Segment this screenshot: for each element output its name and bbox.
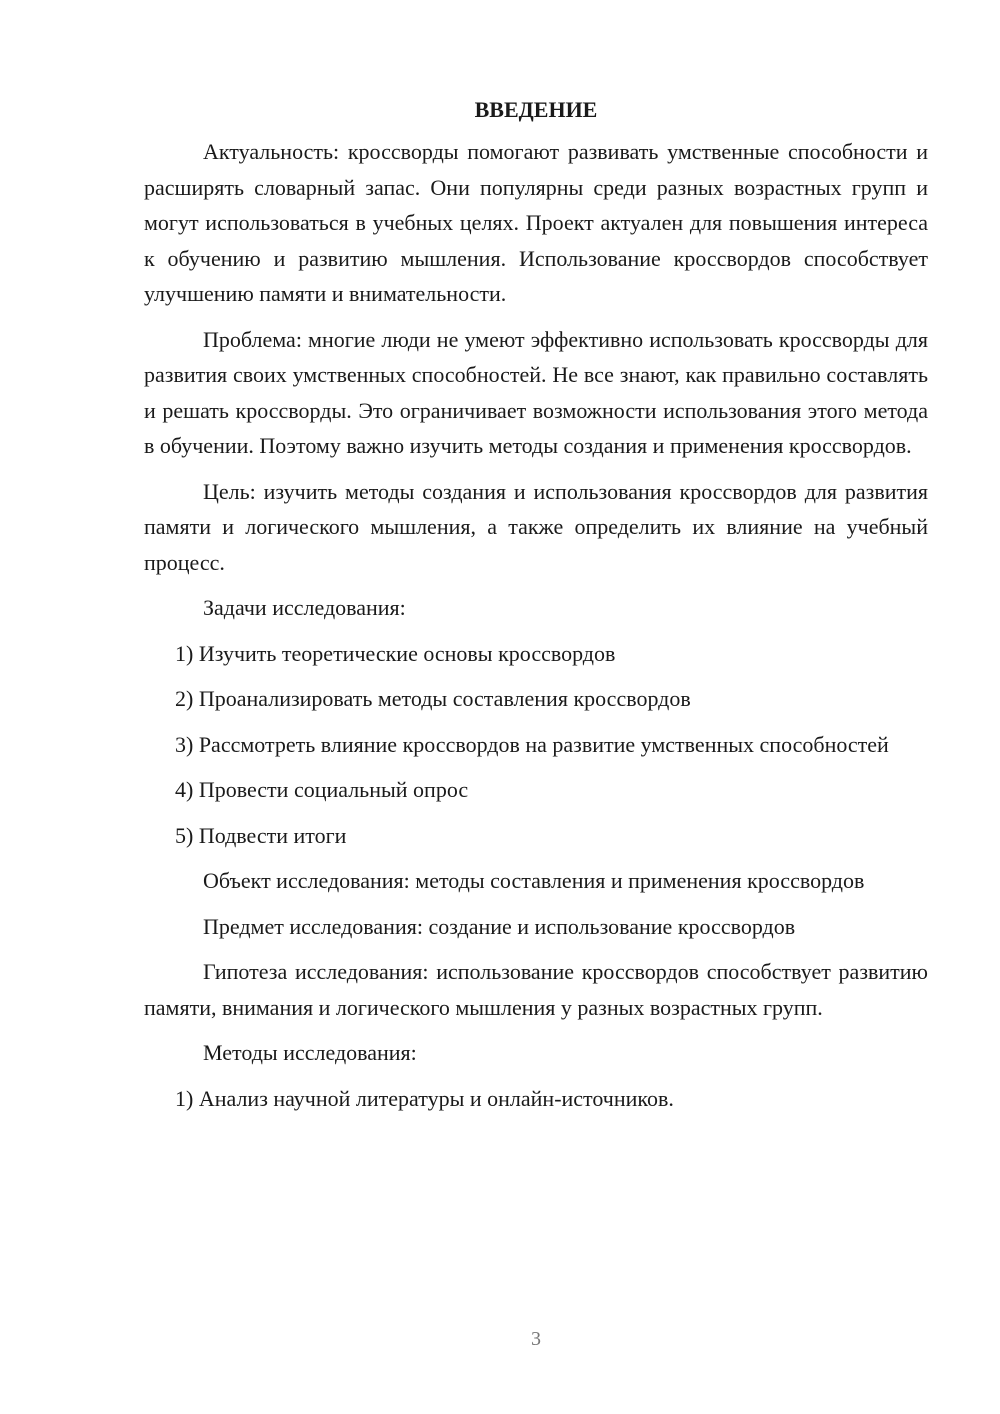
page-number: 3 — [531, 1328, 541, 1350]
task-item-3: 3) Рассмотреть влияние кроссвордов на развитие умственных способностей — [175, 731, 889, 757]
document-page — [144, 92, 928, 1126]
paragraph-relevance: Актуальность: кроссворды помогают развивать умственные способности и расширять словарный запас. Они популярны среди разных возрастных групп и могут использоваться в учебных целях. Проект актуален для повышения интереса к обучению и развитию мышления. Использование кроссвордов способствует улучшению памяти и внимательности. — [144, 139, 928, 306]
paragraph-goal: Цель: изучить методы создания и использования кроссвордов для развития памяти и логического мышления, а также определить их влияние на учебный процесс. — [144, 478, 928, 575]
method-item-1: 1) Анализ научной литературы и онлайн-источников. — [175, 1085, 674, 1111]
task-item-1: 1) Изучить теоретические основы кроссвордов — [175, 640, 616, 666]
task-item-4: 4) Провести социальный опрос — [175, 777, 469, 802]
methods-title: Методы исследования: — [203, 1040, 417, 1065]
tasks-title: Задачи исследования: — [203, 595, 406, 620]
paragraph-subject: Предмет исследования: создание и использование кроссвордов — [203, 913, 796, 939]
paragraph-hypothesis: Гипотеза исследования: использование кроссвордов способствует развитию памяти, внимания и логического мышления у разных возрастных групп. — [144, 959, 928, 1020]
task-item-2: 2) Проанализировать методы составления кроссвордов — [175, 686, 691, 711]
task-item-5: 5) Подвести итоги — [175, 822, 347, 848]
paragraph-problem: Проблема: многие люди не умеют эффективно использовать кроссворды для развития своих умственных способностей. Не все знают, как правильно составлять и решать кроссворды. Это ограничивает возможности использования этого метода в обучении. Поэтому важно изучить методы создания и применения кроссвордов. — [144, 326, 928, 458]
section-heading: ВВЕДЕНИЕ — [474, 97, 598, 122]
paragraph-object: Объект исследования: методы составления и применения кроссвордов — [203, 868, 865, 893]
